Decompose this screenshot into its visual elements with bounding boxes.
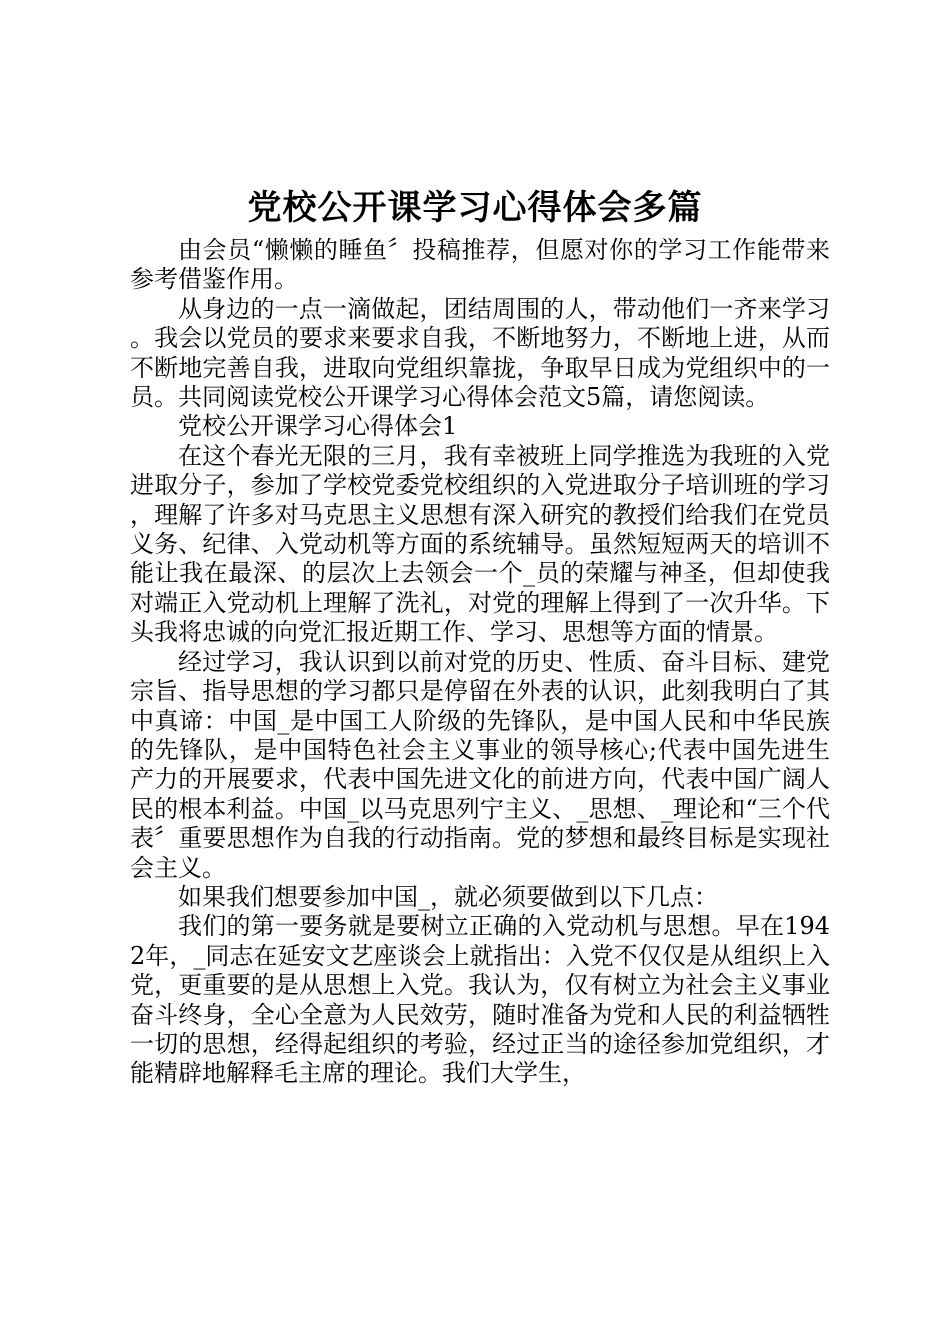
document-body: [130, 236, 830, 1089]
section-heading: 党校公开课学习心得体会1: [178, 412, 458, 441]
document-title: 党校公开课学习心得体会多篇: [247, 188, 703, 228]
paragraph-body: 在这个春光无限的三月，我有幸被班上同学推选为我班的入党进取分子，参加了学校党委党校组织的入党进取分子培训班的学习，理解了许多对马克思主义思想有深入研究的教授们给我们在党员义务、纪律、入党动机等方面的系统辅导。虽然短短两天的培训不能让我在最深、的层次上去领会一个_员的荣耀与神圣，但却使我对端正入党动机上理解了洗礼，对党的理解上得到了一次升华。下头我将忠诚的向党汇报近期工作、学习、思想等方面的情景。: [130, 441, 830, 647]
paragraph-body: 我们的第一要务就是要树立正确的入党动机与思想。早在1942年，_同志在延安文艺座谈会上就指出：入党不仅仅是从组织上入党，更重要的是从思想上入党。我认为，仅有树立为社会主义事业奋斗终身，全心全意为人民效劳，随时准备为党和人民的利益牺牲一切的思想，经得起组织的考验，经过正当的途径参加党组织，才能精辟地解释毛主席的理论。我们大学生，: [130, 912, 830, 1088]
paragraph-summary: 从身边的一点一滴做起，团结周围的人，带动他们一齐来学习。我会以党员的要求来要求自我，不断地努力，不断地上进，从而不断地完善自我，进取向党组织靠拢，争取早日成为党组织中的一员。共同阅读党校公开课学习心得体会范文5篇，请您阅读。: [130, 294, 830, 412]
paragraph-body: 如果我们想要参加中国_，就必须要做到以下几点：: [178, 882, 718, 911]
paragraph-body: 经过学习，我认识到以前对党的历史、性质、奋斗目标、建党宗旨、指导思想的学习都只是停留在外表的认识，此刻我明白了其中真谛：中国_是中国工人阶级的先锋队，是中国人民和中华民族的先锋队，是中国特色社会主义事业的领导核心;代表中国先进生产力的开展要求，代表中国先进文化的前进方向，代表中国广阔人民的根本利益。中国_以马克思列宁主义、_思想、_理论和“三个代表〞重要思想作为自我的行动指南。党的梦想和最终目标是实现社会主义。: [130, 647, 830, 882]
paragraph-intro: 由会员“懒懒的睡鱼〞投稿推荐，但愿对你的学习工作能带来参考借鉴作用。: [130, 236, 830, 294]
